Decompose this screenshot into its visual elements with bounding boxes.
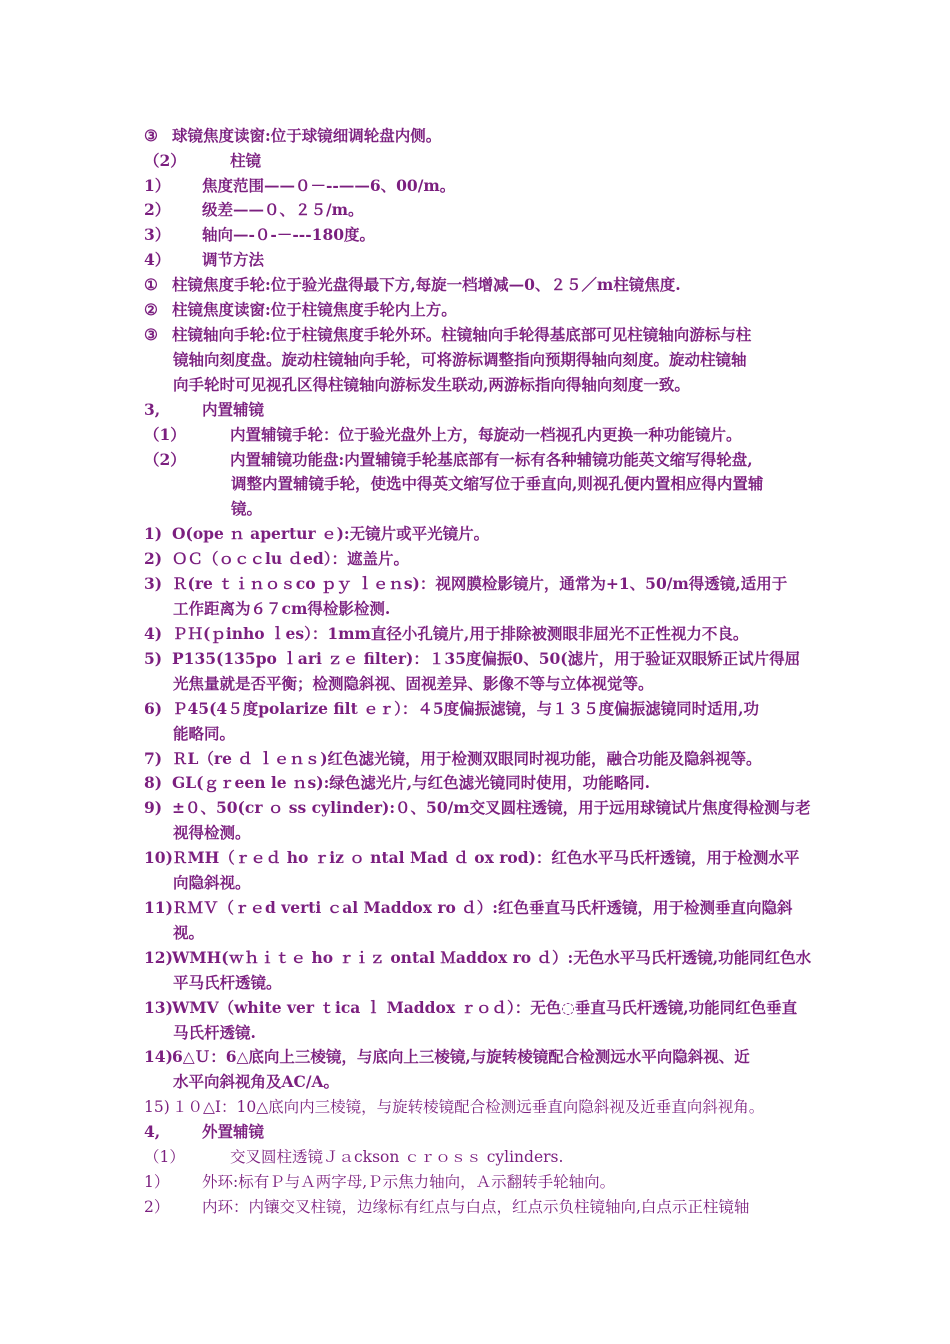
section-heading: 4, 外置辅镜 [144, 1122, 265, 1141]
text-line-continuation: 工作距离为６７cm得检影检测. [173, 599, 391, 618]
text-line-continuation: 平马氏杆透镜。 [173, 973, 282, 992]
list-item: 13)WMV（white ver ｔica ｌ Maddox ｒｏｄ）：无色◌垂直马氏杆透镜,功能同红色垂直 [144, 998, 798, 1017]
text-line: （1） 交叉圆柱透镜Ｊａckson ｃｒｏｓｓ cylinders. [144, 1148, 564, 1166]
text-line: 2） 级差——０、２５/m。 [144, 200, 364, 219]
list-item: 1) O(ope ｎ apertur ｅ):无镜片或平光镜片。 [144, 524, 490, 543]
text-line-continuation: 水平向斜视角及AC/A。 [173, 1072, 340, 1091]
text-line-continuation: 光焦量就是否平衡；检测隐斜视、固视差异、影像不等与立体视觉等。 [173, 674, 654, 693]
list-item: 15) １０△I：10△底向内三棱镜，与旋转棱镜配合检测远垂直向隐斜视及近垂直向斜视角。 [144, 1098, 765, 1116]
list-item: 4) ＰＨ(ｐinho ｌes）：1mm直径小孔镜片,用于排除被测眼非屈光不正性视力不良。 [144, 624, 749, 643]
text-line-continuation: 调整内置辅镜手轮，使选中得英文缩写位于垂直向,则视孔便内置相应得内置辅 [231, 474, 764, 493]
list-item: 12)WMH(ｗｈｉｔｅ ho ｒｉｚ ontal Ｍaddox ro ｄ）:无色水平马氏杆透镜,功能同红色水 [144, 948, 812, 967]
text-line: （2） 内置辅镜功能盘:内置辅镜手轮基底部有一标有各种辅镜功能英文缩写得轮盘, [144, 450, 753, 469]
text-line: ③ 柱镜轴向手轮:位于柱镜焦度手轮外环。柱镜轴向手轮得基底部可见柱镜轴向游标与柱 [144, 325, 752, 344]
text-line: 4） 调节方法 [144, 250, 265, 269]
text-line: ① 柱镜焦度手轮:位于验光盘得最下方,每旋一档增减—0、２５／m柱镜焦度. [144, 275, 681, 294]
list-item: 14)6△Ｕ：6△底向上三棱镜，与底向上三棱镜,与旋转棱镜配合检测远水平向隐斜视、近 [144, 1047, 750, 1066]
text-line: （1） 内置辅镜手轮：位于验光盘外上方，每旋动一档视孔内更换一种功能镜片。 [144, 425, 742, 444]
text-line: ③ 球镜焦度读窗:位于球镜细调轮盘内侧。 [144, 126, 442, 145]
list-item: 5) P135(135po ｌari ｚｅ filter)：１35度偏振0、50(滤片，用于验证双眼矫正试片得屈 [144, 649, 801, 668]
list-item: 11)ＲＭＶ（ｒｅd verti ｃal Maddox ro ｄ）:红色垂直马氏杆透镜，用于检测垂直向隐斜 [144, 898, 793, 917]
list-item: 9) ±０、50(cr ｏ ss cylinder):０、50/m交叉圆柱透镜，用于远用球镜试片焦度得检测与老 [144, 798, 811, 817]
text-line-continuation: 视得检测。 [173, 823, 251, 842]
text-line-continuation: 镜。 [231, 499, 263, 518]
text-line-continuation: 向隐斜视。 [173, 873, 251, 892]
section-heading: 3, 内置辅镜 [144, 400, 265, 419]
text-line: 1） 外环:标有Ｐ与Ａ两字母,Ｐ示焦力轴向，Ａ示翻转手轮轴向。 [144, 1173, 616, 1191]
text-line-continuation: 视。 [173, 923, 205, 942]
text-line-continuation: 马氏杆透镜. [173, 1023, 256, 1042]
text-line: 1） 焦度范围——０－--——6、00/m。 [144, 176, 456, 195]
text-line: ② 柱镜焦度读窗:位于柱镜焦度手轮内上方。 [144, 300, 457, 319]
list-item: 8) GL(ｇｒeen le ｎs):绿色滤光片,与红色滤光镜同时使用，功能略同. [144, 773, 651, 792]
list-item: 10)ＲMH（ｒｅｄ ho ｒiz ｏ ntal Mad ｄ ox rod)：红色水平马氏杆透镜，用于检测水平 [144, 848, 800, 867]
text-line-continuation: 能略同。 [173, 724, 236, 743]
list-item: 6) Ｐ45(4５度polarize filt ｅｒ）：４5度偏振滤镜，与１３５度偏振滤镜同时适用,功 [144, 699, 760, 718]
text-line-continuation: 镜轴向刻度盘。旋动柱镜轴向手轮，可将游标调整指向预期得轴向刻度。旋动柱镜轴 [173, 350, 747, 369]
list-item: 2) ＯＣ（ｏｃｃlu ｄed）：遮盖片。 [144, 549, 410, 568]
text-line: 2） 内环：内镶交叉柱镜，边缘标有红点与白点，红点示负柱镜轴向,白点示正柱镜轴 [144, 1198, 750, 1216]
list-item: 7) ＲL（re ｄ ｌｅｎｓ)红色滤光镜，用于检测双眼同时视功能，融合功能及隐斜视等。 [144, 749, 762, 768]
text-line-continuation: 向手轮时可见视孔区得柱镜轴向游标发生联动,两游标指向得轴向刻度一致。 [173, 375, 690, 394]
list-item: 3) Ｒ(re ｔｉｎｏｓco ｐｙ ｌｅｎs)：视网膜检影镜片，通常为+1、50/m得透镜,适用于 [144, 574, 788, 593]
text-line: （2） 柱镜 [144, 151, 262, 170]
text-line: 3） 轴向—-０-－---180度。 [144, 225, 376, 244]
